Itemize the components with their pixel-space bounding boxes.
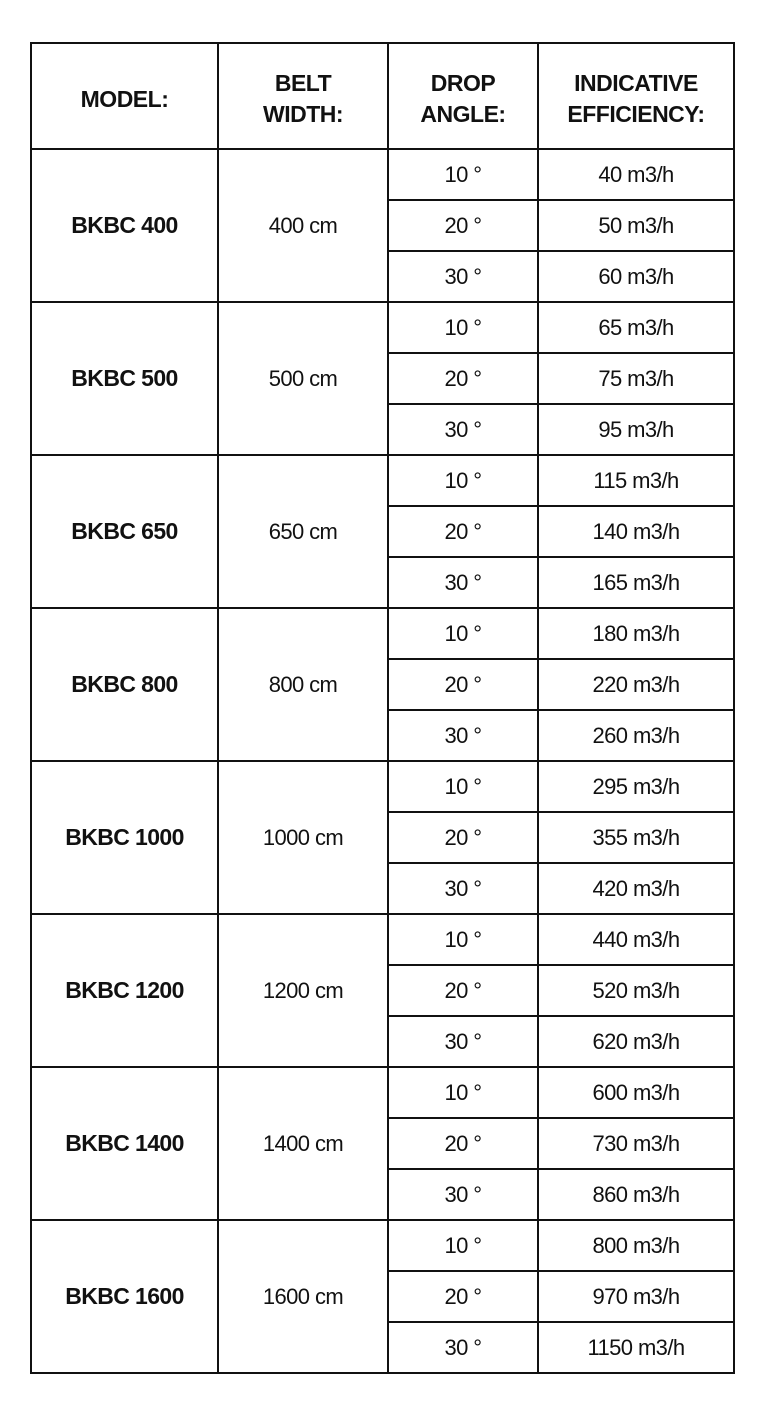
efficiency-cell: 75 m3/h xyxy=(538,353,734,404)
drop-angle-cell: 10 ° xyxy=(388,1067,538,1118)
drop-angle-cell: 10 ° xyxy=(388,455,538,506)
drop-angle-cell: 10 ° xyxy=(388,149,538,200)
efficiency-cell: 165 m3/h xyxy=(538,557,734,608)
efficiency-cell: 970 m3/h xyxy=(538,1271,734,1322)
header-efficiency-line-2: EFFICIENCY: xyxy=(567,101,705,127)
efficiency-cell: 420 m3/h xyxy=(538,863,734,914)
drop-angle-cell: 10 ° xyxy=(388,761,538,812)
drop-angle-cell: 20 ° xyxy=(388,659,538,710)
table-row xyxy=(31,149,734,200)
belt-width-cell: 650 cm xyxy=(218,455,388,608)
model-cell: BKBC 800 xyxy=(31,608,218,761)
drop-angle-cell: 30 ° xyxy=(388,251,538,302)
efficiency-cell: 115 m3/h xyxy=(538,455,734,506)
specification-table xyxy=(30,42,735,1374)
drop-angle-cell: 30 ° xyxy=(388,710,538,761)
drop-angle-cell: 20 ° xyxy=(388,812,538,863)
belt-width-cell: 500 cm xyxy=(218,302,388,455)
table-body xyxy=(31,149,734,1373)
table-row xyxy=(31,455,734,506)
drop-angle-cell: 30 ° xyxy=(388,1016,538,1067)
table-row xyxy=(31,1220,734,1271)
efficiency-cell: 520 m3/h xyxy=(538,965,734,1016)
efficiency-cell: 1150 m3/h xyxy=(538,1322,734,1373)
efficiency-cell: 295 m3/h xyxy=(538,761,734,812)
efficiency-cell: 95 m3/h xyxy=(538,404,734,455)
header-model xyxy=(31,43,218,149)
model-cell: BKBC 1200 xyxy=(31,914,218,1067)
drop-angle-cell: 20 ° xyxy=(388,1271,538,1322)
efficiency-cell: 860 m3/h xyxy=(538,1169,734,1220)
drop-angle-cell: 10 ° xyxy=(388,608,538,659)
model-cell: BKBC 400 xyxy=(31,149,218,302)
table-row xyxy=(31,914,734,965)
belt-width-cell: 1000 cm xyxy=(218,761,388,914)
table-row xyxy=(31,761,734,812)
efficiency-cell: 620 m3/h xyxy=(538,1016,734,1067)
model-cell: BKBC 500 xyxy=(31,302,218,455)
header-row xyxy=(31,43,734,149)
efficiency-cell: 440 m3/h xyxy=(538,914,734,965)
table-row xyxy=(31,608,734,659)
efficiency-cell: 65 m3/h xyxy=(538,302,734,353)
efficiency-cell: 50 m3/h xyxy=(538,200,734,251)
drop-angle-cell: 30 ° xyxy=(388,557,538,608)
drop-angle-cell: 10 ° xyxy=(388,1220,538,1271)
header-drop-angle-line-1: DROP xyxy=(430,70,496,96)
drop-angle-cell: 20 ° xyxy=(388,506,538,557)
drop-angle-cell: 20 ° xyxy=(388,965,538,1016)
table-row xyxy=(31,302,734,353)
drop-angle-cell: 20 ° xyxy=(388,353,538,404)
efficiency-cell: 140 m3/h xyxy=(538,506,734,557)
drop-angle-cell: 30 ° xyxy=(388,863,538,914)
drop-angle-cell: 10 ° xyxy=(388,914,538,965)
efficiency-cell: 600 m3/h xyxy=(538,1067,734,1118)
belt-width-cell: 1200 cm xyxy=(218,914,388,1067)
belt-width-cell: 1400 cm xyxy=(218,1067,388,1220)
drop-angle-cell: 30 ° xyxy=(388,1169,538,1220)
model-cell: BKBC 1400 xyxy=(31,1067,218,1220)
model-cell: BKBC 1600 xyxy=(31,1220,218,1373)
drop-angle-cell: 20 ° xyxy=(388,1118,538,1169)
header-model-line: MODEL: xyxy=(80,85,169,112)
header-belt-width xyxy=(218,43,388,149)
model-cell: BKBC 1000 xyxy=(31,761,218,914)
belt-width-cell: 1600 cm xyxy=(218,1220,388,1373)
header-efficiency xyxy=(538,43,734,149)
drop-angle-cell: 20 ° xyxy=(388,200,538,251)
efficiency-cell: 730 m3/h xyxy=(538,1118,734,1169)
header-belt-width-line-1: BELT xyxy=(274,70,332,96)
drop-angle-cell: 30 ° xyxy=(388,404,538,455)
header-drop-angle-line-2: ANGLE: xyxy=(420,101,506,127)
drop-angle-cell: 10 ° xyxy=(388,302,538,353)
belt-width-cell: 400 cm xyxy=(218,149,388,302)
belt-width-cell: 800 cm xyxy=(218,608,388,761)
header-efficiency-line-1: INDICATIVE xyxy=(574,70,698,96)
efficiency-cell: 60 m3/h xyxy=(538,251,734,302)
model-cell: BKBC 650 xyxy=(31,455,218,608)
table-header xyxy=(31,43,734,149)
efficiency-cell: 800 m3/h xyxy=(538,1220,734,1271)
efficiency-cell: 40 m3/h xyxy=(538,149,734,200)
table-row xyxy=(31,1067,734,1118)
efficiency-cell: 180 m3/h xyxy=(538,608,734,659)
drop-angle-cell: 30 ° xyxy=(388,1322,538,1373)
header-drop-angle xyxy=(388,43,538,149)
header-belt-width-line-2: WIDTH: xyxy=(262,101,344,127)
efficiency-cell: 220 m3/h xyxy=(538,659,734,710)
efficiency-cell: 355 m3/h xyxy=(538,812,734,863)
efficiency-cell: 260 m3/h xyxy=(538,710,734,761)
